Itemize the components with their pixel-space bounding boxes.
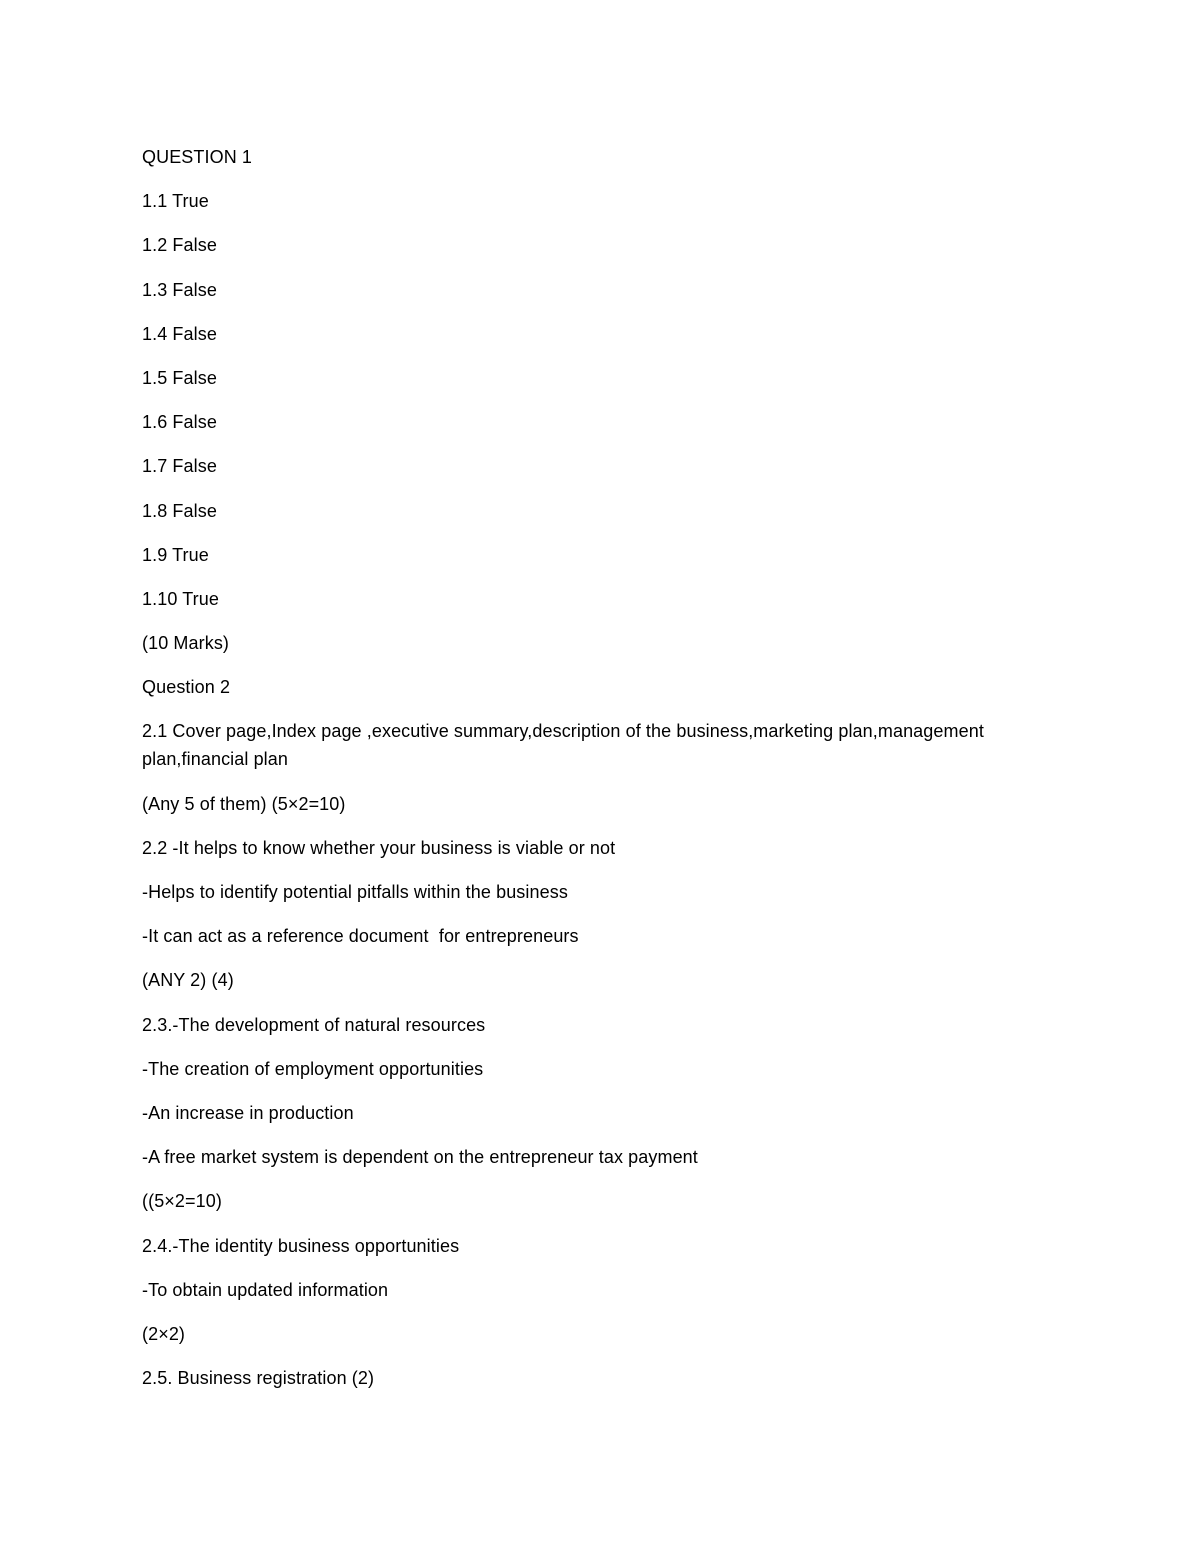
document-body <box>142 143 1072 1408</box>
answer-1-3: 1.3 False <box>142 279 217 300</box>
answer-2-3-point-2: -The creation of employment opportunities <box>142 1058 484 1079</box>
answer-2-2-point-2: -Helps to identify potential pitfalls within the business <box>142 882 568 902</box>
answer-2-2-point-3: -It can act as a reference document for entrepreneurs <box>142 926 579 947</box>
answer-1-9: 1.9 True <box>142 544 209 565</box>
answer-2-3-point-1: 2.3.-The development of natural resources <box>142 1014 486 1035</box>
answer-1-6: 1.6 False <box>142 412 217 433</box>
answer-2-5: 2.5. Business registration (2) <box>142 1368 375 1389</box>
answer-2-1-marks: (Any 5 of them) (5×2=10) <box>142 793 346 814</box>
answer-2-3-point-4: -A free market system is dependent on the entrepreneur tax payment <box>142 1147 698 1168</box>
answer-1-5: 1.5 False <box>142 367 217 388</box>
answer-2-2-marks: (ANY 2) (4) <box>142 970 234 991</box>
answer-1-7: 1.7 False <box>142 456 217 477</box>
answer-2-4-point-1: 2.4.-The identity business opportunities <box>142 1235 460 1256</box>
answer-1-1: 1.1 True <box>142 191 209 212</box>
answer-1-4: 1.4 False <box>142 323 217 344</box>
answer-2-3-point-3: -An increase in production <box>142 1102 354 1123</box>
answer-2-1: 2.1 Cover page,Index page ,executive summary,description of the business,marketing plan,management plan,financial plan <box>142 721 990 770</box>
question-2-heading: Question 2 <box>142 677 231 698</box>
answer-2-3-marks: ((5×2=10) <box>142 1191 222 1212</box>
answer-2-4-point-2: -To obtain updated information <box>142 1279 389 1300</box>
question-1-marks: (10 Marks) <box>142 633 230 654</box>
question-1-heading: QUESTION 1 <box>142 147 253 167</box>
answer-1-8: 1.8 False <box>142 500 217 521</box>
answer-1-2: 1.2 False <box>142 235 217 256</box>
answer-2-2-point-1: 2.2 -It helps to know whether your business is viable or not <box>142 837 616 858</box>
answer-1-10: 1.10 True <box>142 588 219 609</box>
answer-2-4-marks: (2×2) <box>142 1323 186 1344</box>
